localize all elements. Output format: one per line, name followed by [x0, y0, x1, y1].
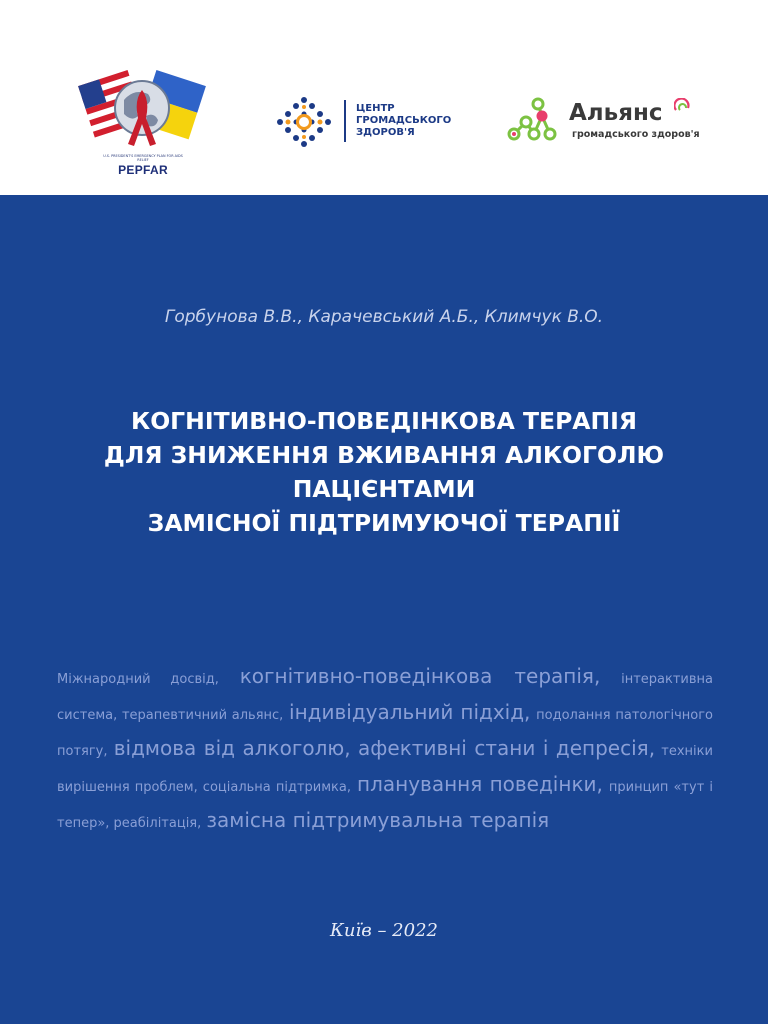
keyword: техніки вирішення проблем, соціальна підтримка,	[57, 744, 713, 795]
title-line: ДЛЯ ЗНИЖЕННЯ ВЖИВАННЯ АЛКОГОЛЮ	[103, 441, 665, 469]
title-line: ПАЦІЄНТАМИ	[292, 475, 476, 503]
logo-header	[0, 0, 768, 195]
alliance-swirl-icon	[674, 98, 692, 114]
keyword: подолання патологічного потягу,	[57, 708, 713, 759]
pepfar-caption: U.S. PRESIDENT'S EMERGENCY PLAN FOR AIDS RELIEF	[103, 154, 183, 162]
keyword: індивідуальний підхід,	[289, 700, 531, 724]
logo-divider	[344, 100, 346, 142]
keywords-block	[57, 660, 713, 840]
book-title	[40, 404, 728, 540]
alliance-logo-icon	[504, 96, 560, 146]
keyword: планування поведінки,	[357, 772, 603, 796]
alliance-subtitle: громадського здоров'я	[572, 129, 700, 140]
pepfar-name: PEPFAR	[118, 163, 168, 177]
place-and-year: Київ – 2022	[329, 920, 438, 941]
title-line: ЗАМІСНОЇ ПІДТРИМУЮЧОЇ ТЕРАПІЇ	[147, 509, 621, 537]
keyword: принцип «тут і тепер», реабілітація,	[57, 780, 713, 831]
alliance-name: Альянс	[569, 100, 663, 126]
public-health-center-name: ЦЕНТР ГРОМАДСЬКОГО ЗДОРОВ'Я	[356, 103, 452, 138]
keyword: замісна підтримувальна терапія	[206, 808, 550, 832]
public-health-center-logo-icon	[274, 96, 334, 148]
keyword: Міжнародний досвід,	[57, 672, 219, 687]
authors: Горбунова В.В., Карачевський А.Б., Климчук В.О.	[164, 307, 604, 327]
keyword: когнітивно-поведінкова терапія,	[239, 664, 601, 688]
title-line: КОГНІТИВНО-ПОВЕДІНКОВА ТЕРАПІЯ	[131, 407, 637, 435]
keyword: відмова від алкоголю, афективні стани і депресія,	[113, 736, 656, 760]
keyword: інтерактивна система, терапевтичний альянс,	[57, 672, 713, 723]
